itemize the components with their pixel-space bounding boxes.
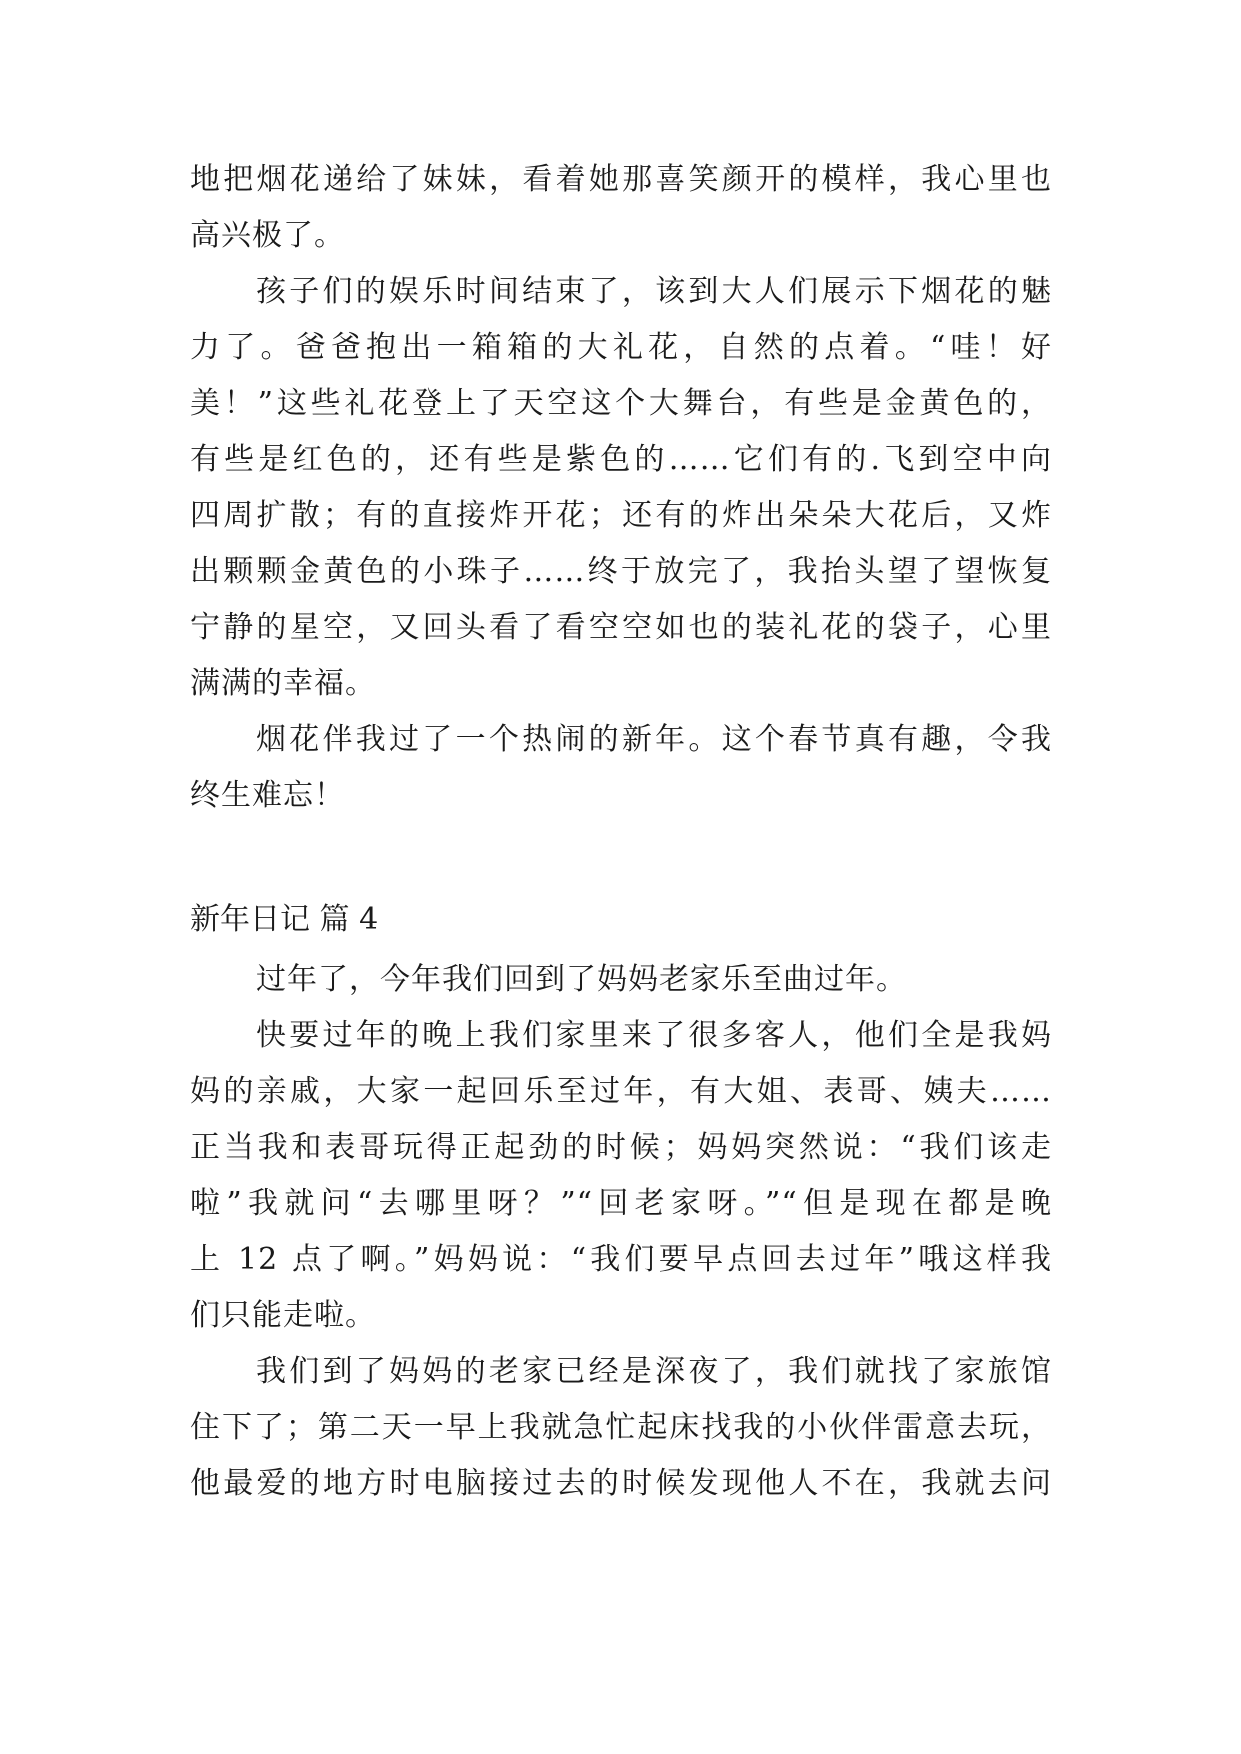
paragraph-line: 孩子们的娱乐时间结束了，该到大人们展示下烟花的魅 bbox=[256, 274, 1052, 309]
paragraph-line: 高兴极了。 bbox=[190, 218, 345, 253]
paragraph-line: 烟花伴我过了一个热闹的新年。这个春节真有趣，令我 bbox=[256, 722, 1052, 757]
paragraph-line: 他最爱的地方时电脑接过去的时候发现他人不在，我就去问 bbox=[190, 1466, 1052, 1501]
paragraph-line: 上 12 点了啊。”妈妈说：“我们要早点回去过年”哦这样我 bbox=[190, 1242, 1052, 1277]
paragraph-line: 满满的幸福。 bbox=[190, 666, 376, 701]
paragraph-line: 地把烟花递给了妹妹，看着她那喜笑颜开的模样，我心里也 bbox=[190, 162, 1052, 197]
section-heading: 新年日记 篇 4 bbox=[190, 902, 379, 937]
paragraph-line: 妈的亲戚，大家一起回乐至过年，有大姐、表哥、姨夫…… bbox=[190, 1074, 1052, 1109]
paragraph-line: 啦”我就问“去哪里呀？”“回老家呀。”“但是现在都是晚 bbox=[190, 1186, 1052, 1221]
paragraph-line: 住下了；第二天一早上我就急忙起床找我的小伙伴雷意去玩， bbox=[190, 1410, 1052, 1445]
paragraph-line: 正当我和表哥玩得正起劲的时候；妈妈突然说：“我们该走 bbox=[190, 1130, 1052, 1165]
paragraph-line: 快要过年的晚上我们家里来了很多客人，他们全是我妈 bbox=[256, 1018, 1052, 1053]
paragraph-line: 有些是红色的，还有些是紫色的……它们有的.飞到空中向 bbox=[190, 442, 1052, 477]
paragraph-line: 终生难忘！ bbox=[190, 778, 345, 813]
paragraph-line: 力了。爸爸抱出一箱箱的大礼花，自然的点着。“哇！好 bbox=[190, 330, 1052, 365]
paragraph-line: 美！”这些礼花登上了天空这个大舞台，有些是金黄色的， bbox=[190, 386, 1052, 421]
paragraph-line: 宁静的星空，又回头看了看空空如也的装礼花的袋子，心里 bbox=[190, 610, 1052, 645]
paragraph-line: 们只能走啦。 bbox=[190, 1298, 376, 1333]
paragraph-line: 出颗颗金黄色的小珠子……终于放完了，我抬头望了望恢复 bbox=[190, 554, 1052, 589]
paragraph-line: 过年了，今年我们回到了妈妈老家乐至曲过年。 bbox=[256, 962, 907, 997]
paragraph-line: 我们到了妈妈的老家已经是深夜了，我们就找了家旅馆 bbox=[256, 1354, 1052, 1389]
paragraph-line: 四周扩散；有的直接炸开花；还有的炸出朵朵大花后，又炸 bbox=[190, 498, 1052, 533]
